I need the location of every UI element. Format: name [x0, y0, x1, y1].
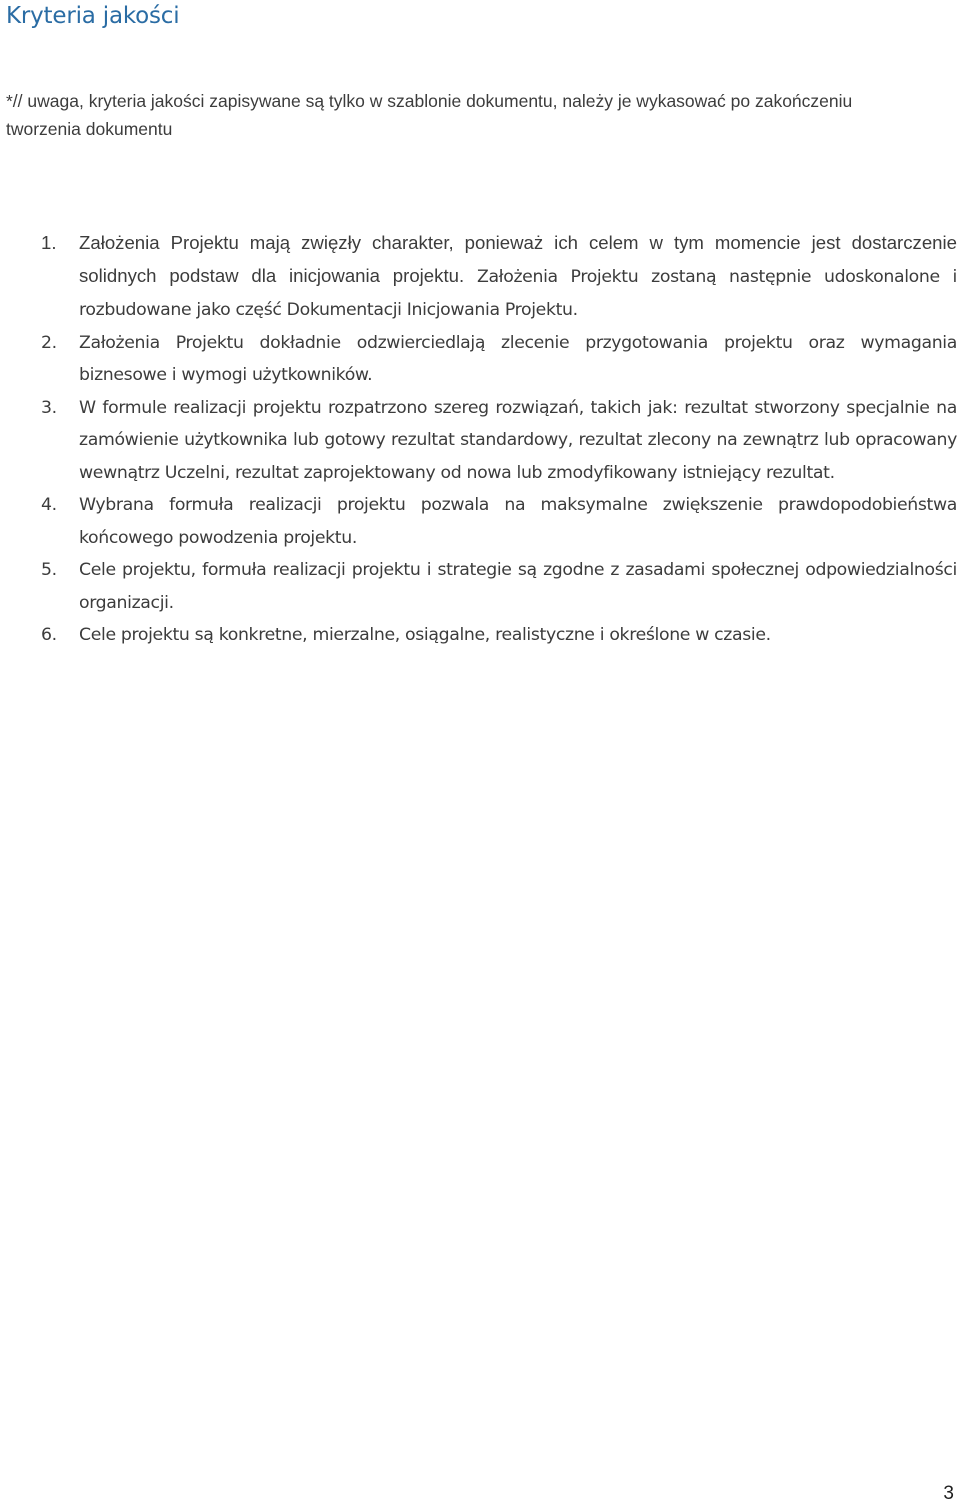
criterion-number: 6.: [41, 625, 57, 645]
quality-criteria-list: [0, 227, 957, 652]
criterion-text: W formule realizacji projektu rozpatrzono szereg rozwiązań, takich jak: rezultat stworzony specjalnie na zamówienie użytkownika lub gotowy rezultat standardowy, rezultat zlecony na zewnątrz lub opracowany wewnątrz Uczelni, rezultat zaprojektowany od nowa lub zmodyfikowany istniejący rezultat.: [79, 397, 957, 483]
criterion-item: [0, 392, 957, 490]
template-note: *// uwaga, kryteria jakości zapisywane są tylko w szablonie dokumentu, należy je wykasować po zakończeniu tworzenia dokumentu: [6, 91, 853, 139]
criterion-text: Założenia Projektu dokładnie odzwierciedlają zlecenie przygotowania projektu oraz wymagania biznesowe i wymogi użytkowników.: [79, 332, 957, 385]
criterion-item: [0, 619, 957, 652]
criterion-number: 4.: [41, 495, 57, 515]
criterion-number: 1.: [41, 232, 57, 253]
criterion-item: [0, 327, 957, 392]
criterion-text-continued: Założenia Projektu zostaną następnie udoskonalone i rozbudowane jako część Dokumentacji Inicjowania Projektu.: [79, 266, 957, 320]
criterion-item: [0, 554, 957, 619]
criterion-item: [0, 489, 957, 554]
criterion-number: 3.: [41, 397, 57, 418]
criterion-item: [0, 227, 957, 327]
criterion-text: Cele projektu, formuła realizacji projektu i strategie są zgodne z zasadami społecznej odpowiedzialności organizacji.: [79, 560, 957, 613]
criterion-text: Wybrana formuła realizacji projektu pozwala na maksymalne zwiększenie prawdopodobieństwa końcowego powodzenia projektu.: [79, 495, 957, 548]
criterion-number: 5.: [41, 560, 57, 580]
criterion-number: 2.: [41, 332, 57, 353]
criterion-text: Założenia Projektu mają zwięzły charakter, ponieważ ich celem w tym momencie jest dostarczenie solidnych podstaw dla inicjowania projektu.: [79, 232, 957, 286]
criterion-text: Cele projektu są konkretne, mierzalne, osiągalne, realistyczne i określone w czasie.: [79, 625, 771, 645]
page-title: Kryteria jakości: [6, 3, 180, 29]
page-number: 3: [943, 1483, 954, 1504]
